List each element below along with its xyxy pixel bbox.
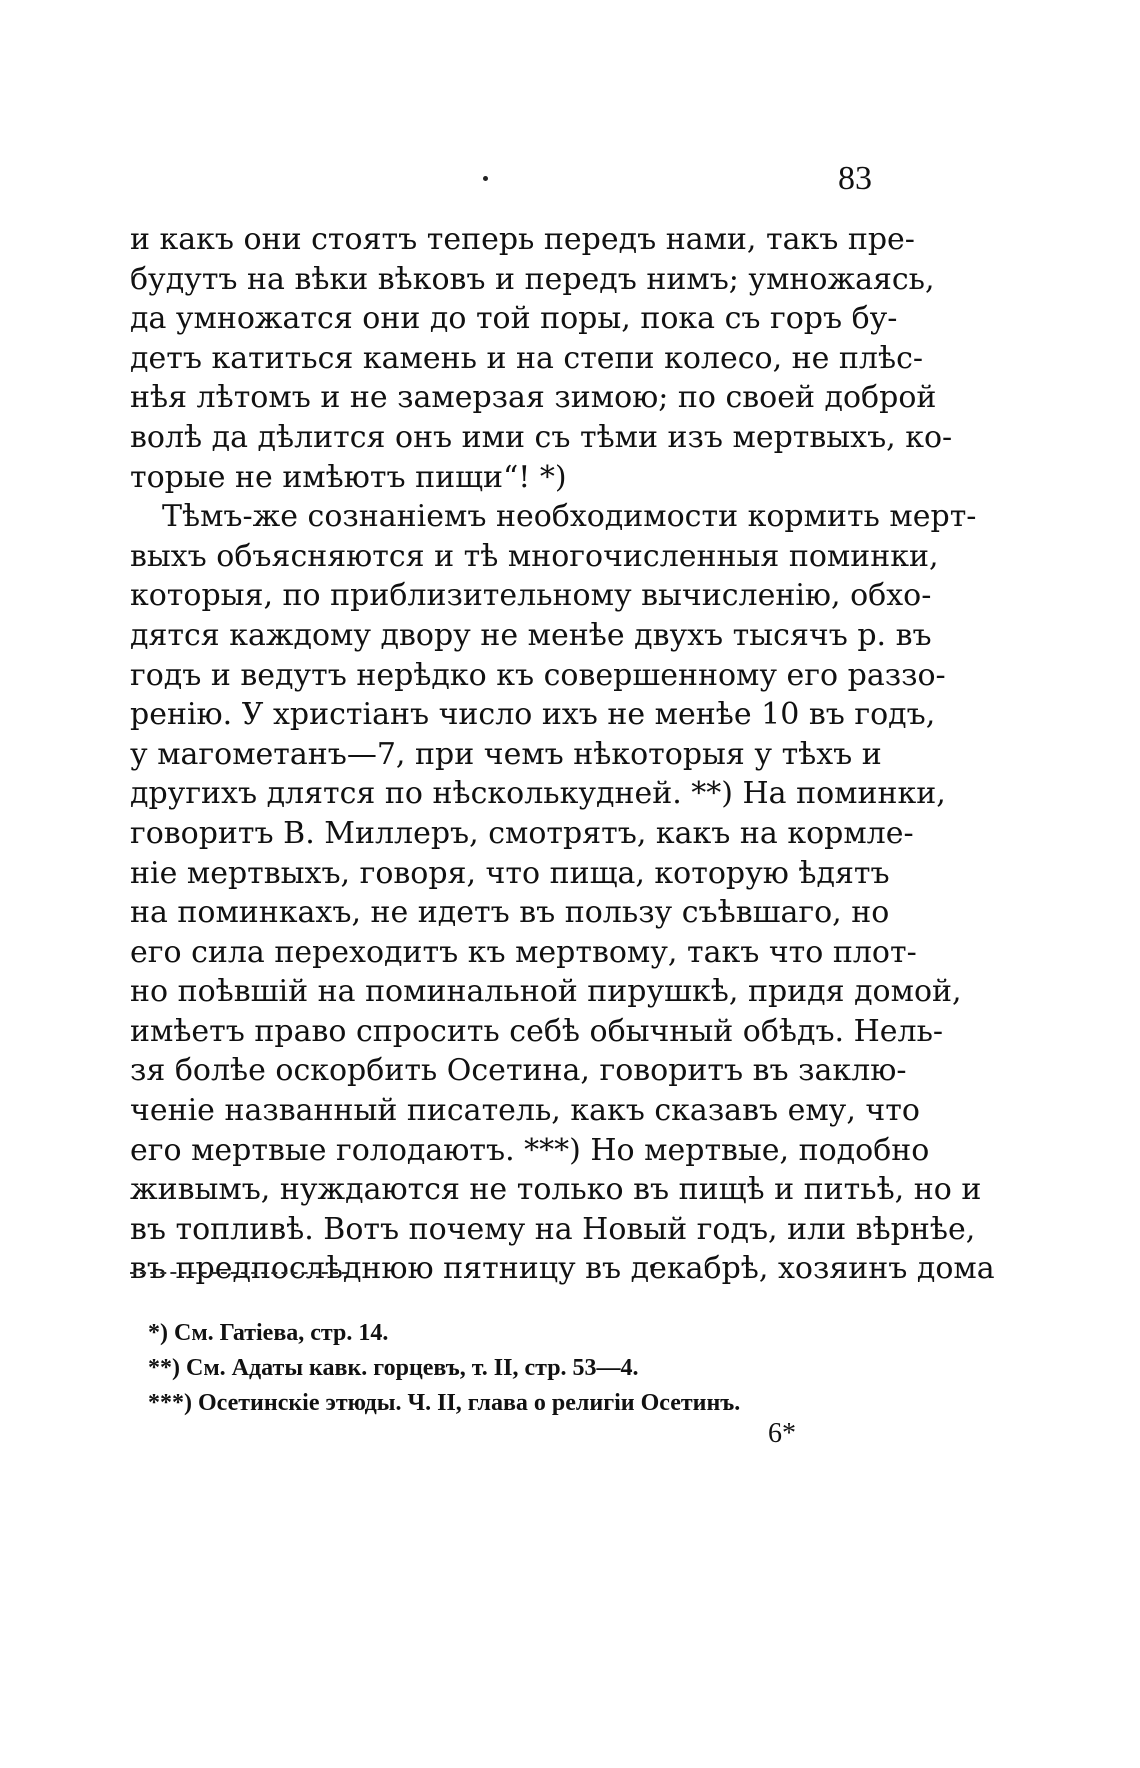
text-line: имѣетъ право спросить себѣ обычный обѣдъ. Нель- xyxy=(130,1013,944,1049)
text-line: въ предпослѣднюю пятницу въ декабрѣ, хозяинъ дома xyxy=(130,1251,995,1287)
text-line: въ топливѣ. Вотъ почему на Новый годъ, или вѣрнѣе, xyxy=(130,1211,976,1247)
text-line: его мертвые голодаютъ. ***) Но мертвые, подобно xyxy=(130,1132,930,1168)
footnotes xyxy=(148,1316,868,1421)
text-line: волѣ да дѣлится онъ ими съ тѣми изъ мертвыхъ, ко- xyxy=(130,419,953,455)
text-line: будутъ на вѣки вѣковъ и передъ нимъ; умножаясь, xyxy=(130,261,935,297)
footnote: **) См. Адаты кавк. горцевъ, т. II, стр. 53—4. xyxy=(148,1355,639,1381)
text-line: да умножатся они до той поры, пока съ горъ бу- xyxy=(130,301,898,337)
scan-speck xyxy=(483,176,488,181)
text-line: на поминкахъ, не идетъ въ пользу съѣвшаго, но xyxy=(130,895,890,931)
text-line: его сила переходитъ къ мертвому, такъ что плот- xyxy=(130,934,917,970)
text-line: говоритъ В. Миллеръ, смотрятъ, какъ на кормле- xyxy=(130,815,914,851)
text-line: ніе мертвыхъ, говоря, что пища, которую ѣдятъ xyxy=(130,855,890,891)
page-number: 83 xyxy=(838,160,872,197)
text-line: другихъ длятся по нѣсколькудней. **) На поминки, xyxy=(130,776,946,812)
text-line: детъ катиться камень и на степи колесо, не плѣс- xyxy=(130,340,924,376)
footnote-divider xyxy=(130,1272,348,1274)
text-line: годъ и ведутъ нерѣдко къ совершенному его раззо- xyxy=(130,657,946,693)
body-text xyxy=(130,220,995,1289)
text-line: и какъ они стоятъ теперь передъ нами, такъ пре- xyxy=(130,222,915,257)
text-line: выхъ объясняются и тѣ многочисленныя поминки, xyxy=(130,538,939,574)
text-line: ченіе названный писатель, какъ сказавъ ему, что xyxy=(130,1093,920,1129)
text-line: зя болѣе оскорбить Осетина, говоритъ въ заклю- xyxy=(130,1053,907,1089)
footnote: *) См. Гатіева, стр. 14. xyxy=(148,1320,389,1346)
footnote: ***) Осетинскіе этюды. Ч. II, глава о религіи Осетинъ. xyxy=(148,1390,741,1416)
text-line: у магометанъ—7, при чемъ нѣкоторыя у тѣхъ и xyxy=(130,736,882,772)
text-line: живымъ, нуждаются не только въ пищѣ и питьѣ, но и xyxy=(130,1172,982,1208)
text-line: ренію. У христіанъ число ихъ не менѣе 10 въ годъ, xyxy=(130,697,936,733)
signature-mark: 6* xyxy=(768,1418,796,1449)
text-line: которыя, по приблизительному вычисленію, обхо- xyxy=(130,578,932,614)
text-line: но поѣвшій на поминальной пирушкѣ, придя домой, xyxy=(130,974,962,1010)
text-line: дятся каждому двору не менѣе двухъ тысячъ р. въ xyxy=(130,617,932,653)
text-line: торые не имѣютъ пищи“! *) xyxy=(130,459,567,495)
text-line: Тѣмъ-же сознаніемъ необходимости кормить мерт- xyxy=(162,499,977,535)
text-line: нѣя лѣтомъ и не замерзая зимою; по своей доброй xyxy=(130,380,937,416)
